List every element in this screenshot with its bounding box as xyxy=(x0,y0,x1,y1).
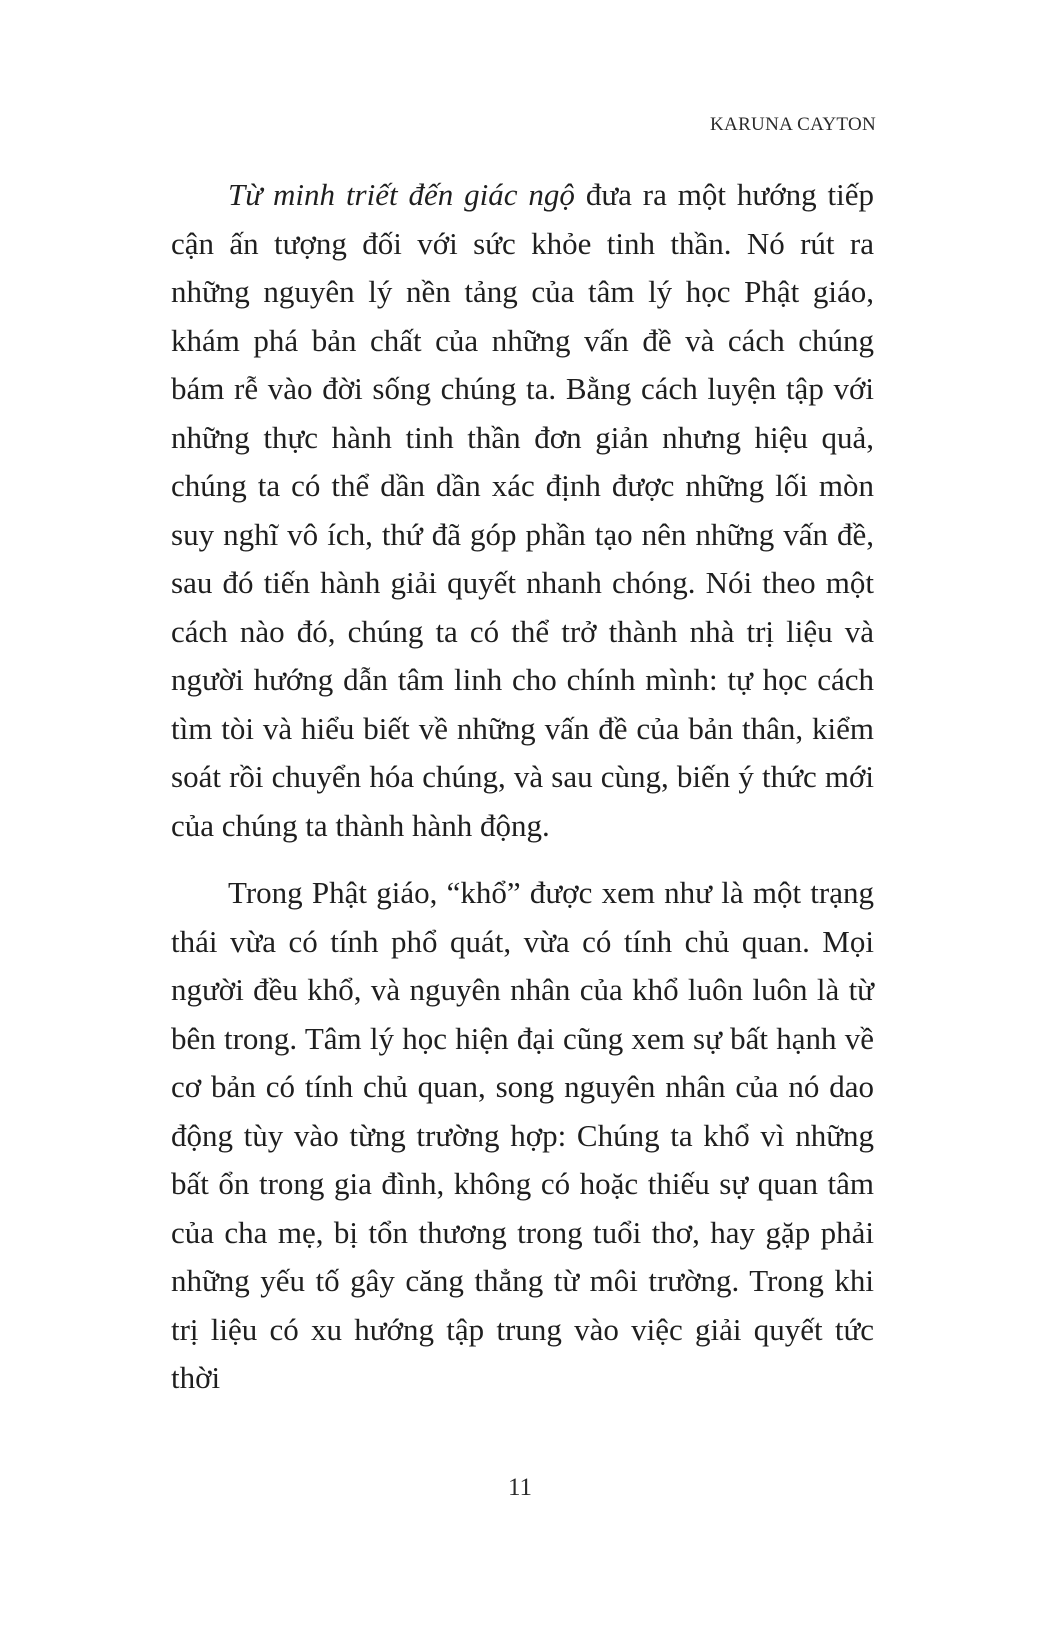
paragraph-2 xyxy=(171,869,874,1403)
book-title-italic: Từ minh triết đến giác ngộ xyxy=(228,177,575,212)
paragraph-2-text: Trong Phật giáo, “khổ” được xem như là một trạng thái vừa có tính phổ quát, vừa có tính chủ quan. Mọi người đều khổ, và nguyên nhân của khổ luôn luôn là từ bên trong. Tâm lý học hiện đại cũng xem sự bất hạnh về cơ bản có tính chủ quan, song nguyên nhân của nó dao động tùy vào từng trường hợp: Chúng ta khổ vì những bất ổn trong gia đình, không có hoặc thiếu sự quan tâm của cha mẹ, bị tổn thương trong tuổi thơ, hay gặp phải những yếu tố gây căng thẳng từ môi trường. Trong khi trị liệu có xu hướng tập trung vào việc giải quyết tức thời xyxy=(171,875,874,1395)
paragraph-1 xyxy=(171,171,874,850)
page-number: 11 xyxy=(507,1474,533,1501)
paragraph-1-text: đưa ra một hướng tiếp cận ấn tượng đối với sức khỏe tinh thần. Nó rút ra những nguyên lý nền tảng của tâm lý học Phật giáo, khám phá bản chất của những vấn đề và cách chúng bám rễ vào đời sống chúng ta. Bằng cách luyện tập với những thực hành tinh thần đơn giản nhưng hiệu quả, chúng ta có thể dần dần xác định được những lối mòn suy nghĩ vô ích, thứ đã góp phần tạo nên những vấn đề, sau đó tiến hành giải quyết nhanh chóng. Nói theo một cách nào đó, chúng ta có thể trở thành nhà trị liệu và người hướng dẫn tâm linh cho chính mình: tự học cách tìm tòi và hiểu biết về những vấn đề của bản thân, kiểm soát rồi chuyển hóa chúng, và sau cùng, biến ý thức mới của chúng ta thành hành động. xyxy=(171,177,874,843)
running-header-author: KARUNA CAYTON xyxy=(710,114,876,135)
body-text xyxy=(171,171,874,1403)
